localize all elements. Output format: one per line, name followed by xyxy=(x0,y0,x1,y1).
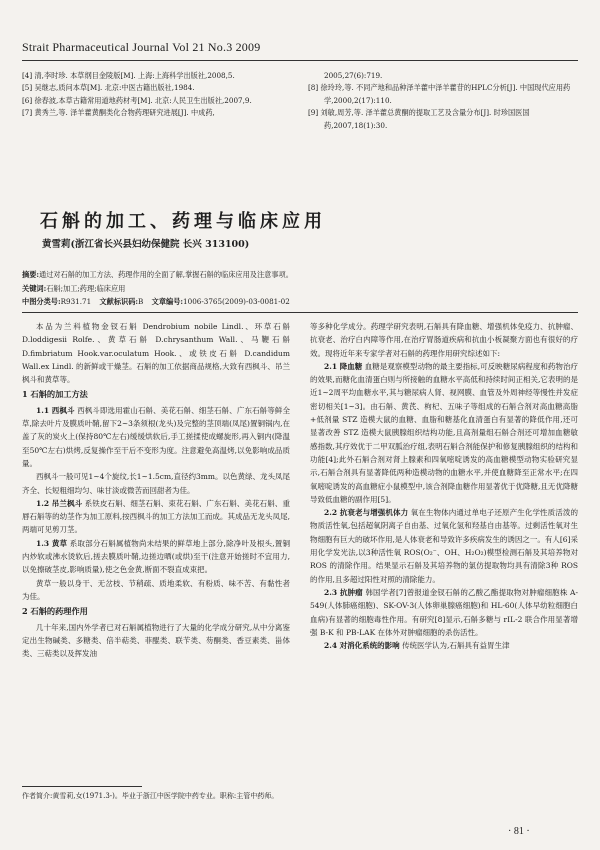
subsection-title: 2.2 抗衰老与增强机体力 xyxy=(324,508,409,518)
subsection-text: 韩国学者[7]曾报道金钗石斛的乙酸乙酯提取物对肿瘤细胞株 A-549(人体肺癌细胞)、SK-OV-3(人体卵巢腺癌细胞)和 HL-60(人体早幼粒细胞白血病)有显著的细胞毒性作用。有研究[8]显示,石斛多糖与 rIL-2 联合作用显著增强 B-K 和 PB-LAK 在体外对肿瘤细胞的杀伤活性。 xyxy=(310,587,578,637)
subsection-text: 西枫斗即选用霍山石斛、美花石斛、细茎石斛、广东石斛等鲜全草,除去叶片及膜质叶鞘,留下2~3条须根(龙头)及完整的茎顶端(凤尾)置铜锅内,在盖了灰的炭火上(保持80℃左右)缓缓烘软后,手工搓揉使成螺旋形,再入铜内(降温至50℃左右)烘烤,反复操作至干后不变形为度。注意避免高温烤,以免影响成品质量。 xyxy=(22,405,290,468)
subsection-title: 1.2 吊兰枫斗 xyxy=(36,498,83,508)
subsection-text: 系铁皮石斛、细茎石斛、束花石斛、广东石斛、美花石斛、重唇石斛等的幼茎作为加工原料,按西枫斗的加工方法加工而成。其成品无龙头凤尾,两端可见剪刀茎。 xyxy=(22,498,290,535)
section-paragraph xyxy=(22,404,290,470)
reference-item: 2005,27(6):719. xyxy=(324,71,383,80)
reference-item: [4] 清,李时珍. 本草纲目金陵版[M]. 上海:上海科学出版社,2008,5. xyxy=(22,71,235,80)
header-rule xyxy=(22,60,578,61)
keywords-label: 关键词: xyxy=(22,283,47,293)
journal-header: Strait Pharmaceutical Journal Vol 21 No.3 2009 xyxy=(22,40,261,54)
section-paragraph xyxy=(310,360,578,506)
reference-item: [9] 刘敏,周芳,等. 泽羊藿总黄酮的提取工艺及含量分布[J]. 时珍国医国药,2007,18(1):30. xyxy=(308,108,530,130)
section-paragraph: 黄草一般以身干、无岔枝、节稍疏、质地柔软、有粉质、味不苦、有黏性者为佳。 xyxy=(22,578,290,601)
reference-item: [8] 徐玲玲,等. 不同产地和品种泽羊藿中泽羊藿苷的HPLC分析[J]. 中国现代应用药学,2000,2(17):110. xyxy=(308,83,571,105)
reference-item: [5] 吴继志,质问本草[M]. 北京:中医古籍出版社,1984. xyxy=(22,83,195,93)
clc-value: R931.71 xyxy=(60,297,92,306)
doc-code-value: B xyxy=(138,297,144,306)
subsection-title: 2.4 对消化系统的影响 xyxy=(324,641,400,651)
references-left xyxy=(22,70,292,120)
body-column-right xyxy=(310,320,578,652)
subsection-text: 氧在生物体内通过单电子还原产生化学性质活泼的物质活性氧,包括超氧阴离子自由基、过氧化氢和羟基自由基等。过剩活性氧对生物细胞有巨大的破坏作用,是人体衰老和导致许多疾病发生的诱因之一。有人[6]采用化学发光法,以3种活性氧 ROS(O₂⁻、OH、H₂O₂)模型检测石斛及其培养物对 ROS 的清除作用。结果显示石斛及其培养物的氯仿提取物均具有清除3种 ROS 的作用,且多超过阳性对照的清除能力。 xyxy=(310,508,579,584)
body-column-left xyxy=(22,320,290,660)
subsection-title: 1.3 黄草 xyxy=(36,538,68,548)
section-heading: 2 石斛的药理作用 xyxy=(22,606,88,617)
subsection-text: 血糖是观察模型动物的最主要指标,可反映糖尿病程度和药物治疗的效果,而糖化血清蛋白则与所接触的血糖水平高低和持续时间正相关,它表明的是近1~2周平均血糖水平,其与糖尿病人肾、视网膜、血管及外周神经等慢性并发症密切相关[1~3]。由石斛、黄芪、枸杞、五味子等组成的石斛合剂对高血糖高脂+低剂量 STZ 造模大鼠的血糖、血脂和糖基化血清蛋白有显著的降低作用,还可显著改善 STZ 造模大鼠胰腺组织结构功能,且高剂量组石斛合剂还可增加血糖敏感指数,其疗效优于二甲双胍治疗组,表明石斛合剂能保护和修复胰腺组织的结构和功能[4];此外石斛合剂对肾上腺素和四氧嘧啶诱发的高血糖模型动物实验研究显示,石斛合剂具有显著降低两种造模动物的血糖水平,并使血糖降至正常水平;在四氧嘧啶诱发的高血糖症小鼠模型中,该合剂降血糖作用显著优于优降糖,且无优降糖导致低血糖的副作用[5]。 xyxy=(310,361,578,504)
section-paragraph xyxy=(22,497,290,537)
abstract-label: 摘要: xyxy=(22,270,40,279)
section-heading: 1 石斛的加工方法 xyxy=(22,389,88,400)
keywords-text: 石斛;加工;药理;临床应用 xyxy=(46,283,126,293)
subsection-title: 1.1 西枫斗 xyxy=(36,405,75,415)
abstract-text: 通过对石斛的加工方法、药理作用的全面了解,掌握石斛的临床应用及注意事项。 xyxy=(39,270,293,279)
references-right xyxy=(308,70,578,132)
footnote-rule xyxy=(22,786,142,787)
section-paragraph xyxy=(310,506,578,586)
page-number: · 81 · xyxy=(508,826,530,837)
article-no-label: 文章编号: xyxy=(151,297,184,306)
article-author: 黄雪莉(浙江省长兴县妇幼保健院 长兴 313100) xyxy=(42,239,250,250)
section-paragraph xyxy=(22,537,290,577)
doc-code-label: 文献标识码: xyxy=(99,297,139,306)
subsection-text: 系取部分石斛属植物尚未结果的鲜草地上部分,除净叶及根头,置铜内炒软或沸水烫软后,搓去膜质叶鞘,边搓边晒(或烘)至干(注意开始搓时不宜用力,以免擦破茎皮,影响质量),使之色金黄,断面不裂直成束把。 xyxy=(22,538,290,575)
clc-label: 中图分类号: xyxy=(22,297,61,306)
reference-item: [7] 黄秀兰,等. 泽羊藿黄酮类化合物药理研究进展[J]. 中成药, xyxy=(22,108,215,118)
meta-rule xyxy=(22,312,578,313)
article-meta xyxy=(22,268,578,309)
abstract-line xyxy=(22,268,578,282)
author-footnote: 作者简介:黄雪莉,女(1971.3-)。毕业于浙江中医学院中药专业。职称:主管中药师。 xyxy=(22,792,279,800)
article-title: 石斛的加工、药理与临床应用 xyxy=(40,211,326,232)
subsection-title: 2.1 降血糖 xyxy=(324,361,363,371)
article-no-value: 1006-3765(2009)-03-0081-02 xyxy=(183,297,290,306)
section-paragraph: 西枫斗一般可见1~4个旋纹,长1~1.5cm,直径约3mm。以色黄绿、龙头凤尾齐全、长短粗细均匀、味甘淡或微苦而回甜者为佳。 xyxy=(22,472,290,495)
section-paragraph xyxy=(310,639,578,652)
section-paragraph: 等多种化学成分。药理学研究表明,石斛具有降血糖、增强机体免疫力、抗肿瘤、抗衰老、治疗白内障等作用,在治疗胃肠道疾病和抗血小板凝聚方面也有很好的疗效。现将近年来专家学者对石斛的药理作用研究综述如下: xyxy=(310,322,578,358)
section-paragraph: 几十年来,国内外学者已对石斛属植物进行了大量的化学成分研究,从中分离鉴定出生物碱类、多糖类、倍半萜类、菲醌类、联苄类、芴酮类、香豆素类、甾体类、三萜类以及挥发油 xyxy=(22,622,290,659)
intro-paragraph: 本品为兰科植物金钗石斛 Dendrobium nobile Lindl.、环草石斛 D.loddigesii Rolfe.、黄草石斛 D.chrysanthum Wall.、马鞭石斛 D.fimbriatum Hook.var.oculatum Hook.、或铁皮石斛 D.candidum Wall.ex Lindl. 的新鲜或干燥茎。石斛的加工依据商品规格,大致有西枫斗、吊兰枫斗和黄草等。 xyxy=(22,322,290,385)
reference-item: [6] 徐春波,本草古籍常用道地药材考[M]. 北京:人民卫生出版社,2007,9. xyxy=(22,95,252,105)
classification-line xyxy=(22,295,578,309)
subsection-title: 2.3 抗肿瘤 xyxy=(324,587,363,597)
section-paragraph xyxy=(310,586,578,639)
subsection-text: 传统医学认为,石斛具有益胃生津 xyxy=(402,641,510,651)
keywords-line xyxy=(22,282,578,296)
